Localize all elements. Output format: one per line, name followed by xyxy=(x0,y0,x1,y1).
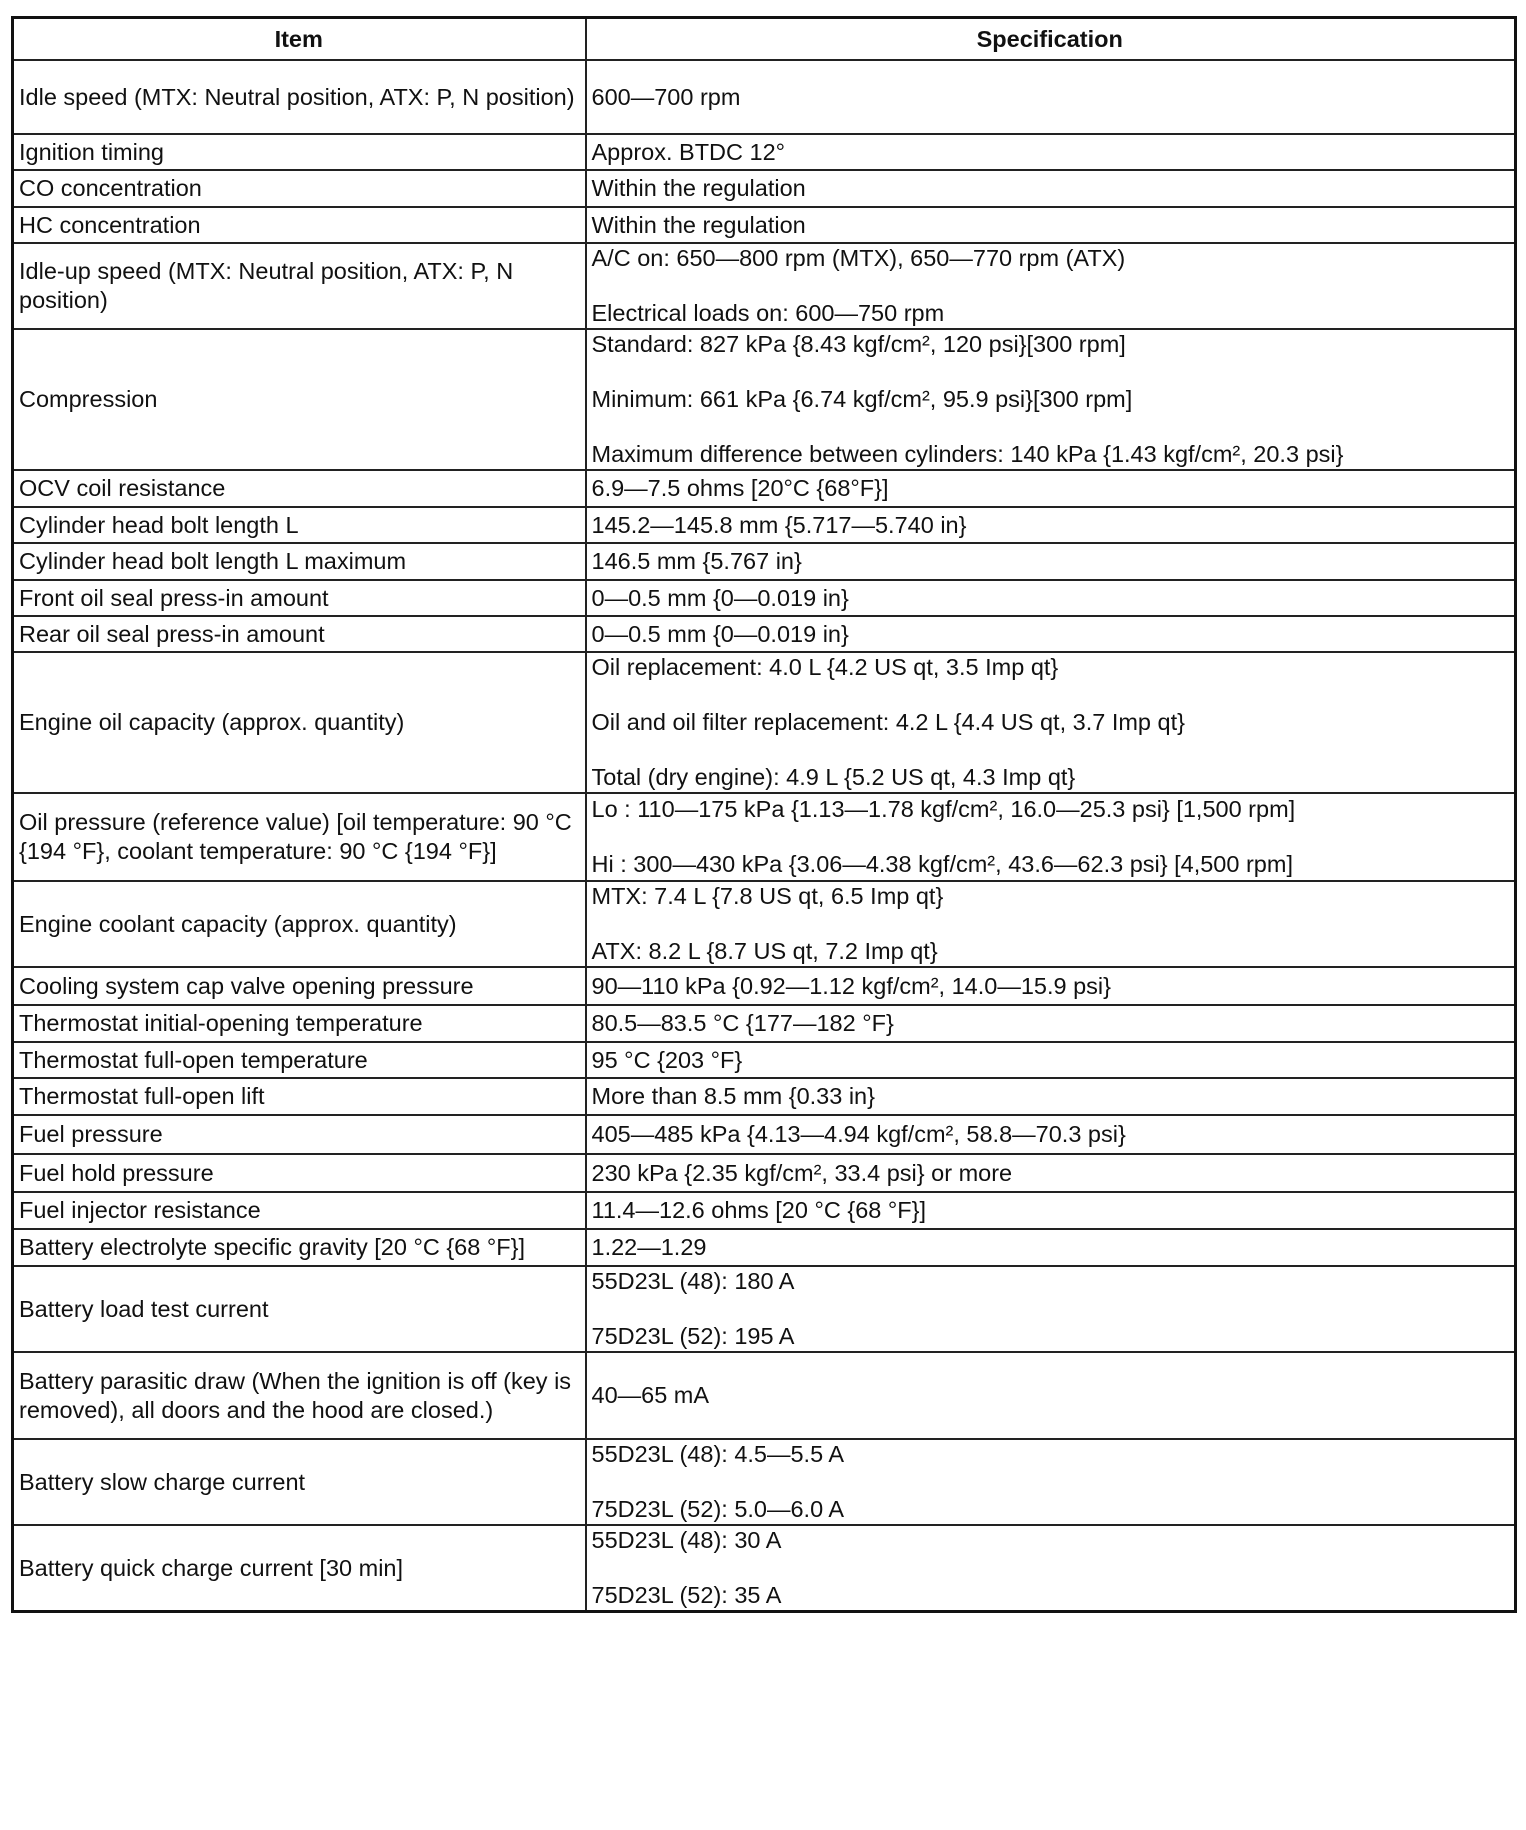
specification-line: Hi : 300—430 kPa {3.06—4.38 kgf/cm², 43.6—62.3 psi} [4,500 rpm] xyxy=(591,851,1293,877)
specification-line: Lo : 110—175 kPa {1.13—1.78 kgf/cm², 16.0—25.3 psi} [1,500 rpm] xyxy=(591,796,1296,822)
specification-line: Standard: 827 kPa {8.43 kgf/cm², 120 psi}[300 rpm] xyxy=(591,331,1126,357)
specification-line: 80.5—83.5 °C {177—182 °F} xyxy=(591,1010,894,1036)
specification-cell xyxy=(586,470,1516,507)
specification-line: 75D23L (52): 5.0—6.0 A xyxy=(591,1496,845,1522)
specification-line: 0—0.5 mm {0—0.019 in} xyxy=(591,584,849,611)
item-cell: Battery parasitic draw (When the ignition is off (key is removed), all doors and the hood are closed.) xyxy=(13,1352,586,1439)
specification-cell xyxy=(586,170,1516,207)
specification-cell xyxy=(586,616,1516,652)
specification-cell xyxy=(586,1266,1516,1352)
specification-cell xyxy=(586,793,1516,881)
item-cell: Fuel pressure xyxy=(13,1115,586,1154)
specification-line: A/C on: 650—800 rpm (MTX), 650—770 rpm (ATX) xyxy=(591,245,1126,271)
table-row xyxy=(13,1192,1516,1229)
specification-cell xyxy=(586,1192,1516,1229)
specification-line: 405—485 kPa {4.13—4.94 kgf/cm², 58.8—70.3 psi} xyxy=(591,1121,1126,1147)
table-row xyxy=(13,1005,1516,1042)
table-row xyxy=(13,470,1516,507)
item-cell: Rear oil seal press-in amount xyxy=(13,616,586,652)
specification-line: 145.2—145.8 mm {5.717—5.740 in} xyxy=(591,511,967,538)
specification-line: Within the regulation xyxy=(591,211,806,238)
specification-line: 146.5 mm {5.767 in} xyxy=(591,548,802,574)
specification-line: 55D23L (48): 180 A xyxy=(591,1268,795,1294)
item-cell: Idle-up speed (MTX: Neutral position, ATX: P, N position) xyxy=(13,243,586,329)
specification-cell xyxy=(586,1439,1516,1525)
specification-line: 55D23L (48): 4.5—5.5 A xyxy=(591,1441,845,1467)
table-row xyxy=(13,793,1516,881)
item-cell: Fuel injector resistance xyxy=(13,1192,586,1229)
table-row xyxy=(13,1266,1516,1352)
specification-line: Electrical loads on: 600—750 rpm xyxy=(591,300,945,326)
specification-line: ATX: 8.2 L {8.7 US qt, 7.2 Imp qt} xyxy=(591,938,938,964)
item-cell: Thermostat full-open lift xyxy=(13,1078,586,1115)
specification-line: Total (dry engine): 4.9 L {5.2 US qt, 4.3 Imp qt} xyxy=(591,764,1076,790)
specification-cell xyxy=(586,1078,1516,1115)
item-cell: Compression xyxy=(13,329,586,470)
specification-line: Approx. BTDC 12° xyxy=(591,138,786,165)
table-row xyxy=(13,507,1516,543)
table-row xyxy=(13,1042,1516,1078)
specification-cell xyxy=(586,1525,1516,1612)
specification-cell xyxy=(586,580,1516,616)
item-cell: Thermostat initial-opening temperature xyxy=(13,1005,586,1042)
item-cell: Engine coolant capacity (approx. quantity) xyxy=(13,881,586,967)
specification-cell xyxy=(586,967,1516,1005)
specification-line: 75D23L (52): 195 A xyxy=(591,1323,795,1349)
item-cell: Thermostat full-open temperature xyxy=(13,1042,586,1078)
specification-cell xyxy=(586,243,1516,329)
table-row xyxy=(13,967,1516,1005)
specification-line: 600—700 rpm xyxy=(591,83,741,110)
item-cell: Front oil seal press-in amount xyxy=(13,580,586,616)
specification-cell xyxy=(586,1115,1516,1154)
item-column-header: Item xyxy=(13,18,586,61)
item-cell: Idle speed (MTX: Neutral position, ATX: P, N position) xyxy=(13,60,586,134)
specification-cell xyxy=(586,207,1516,243)
table-row xyxy=(13,1154,1516,1192)
table-row xyxy=(13,652,1516,793)
specification-column-header: Specification xyxy=(586,18,1516,61)
table-row xyxy=(13,881,1516,967)
specification-cell xyxy=(586,1005,1516,1042)
specification-line: Within the regulation xyxy=(591,175,806,201)
specification-line: 90—110 kPa {0.92—1.12 kgf/cm², 14.0—15.9 psi} xyxy=(591,972,1111,999)
specification-cell xyxy=(586,329,1516,470)
table-row xyxy=(13,1115,1516,1154)
specification-line: 55D23L (48): 30 A xyxy=(591,1527,782,1553)
item-cell: Oil pressure (reference value) [oil temperature: 90 °C {194 °F}, coolant temperature: 90 °C {194 °F}] xyxy=(13,793,586,881)
table-row xyxy=(13,60,1516,134)
item-cell: Battery load test current xyxy=(13,1266,586,1352)
item-cell: Cylinder head bolt length L xyxy=(13,507,586,543)
specification-line: MTX: 7.4 L {7.8 US qt, 6.5 Imp qt} xyxy=(591,883,944,909)
specification-cell xyxy=(586,507,1516,543)
specification-line: 230 kPa {2.35 kgf/cm², 33.4 psi} or more xyxy=(591,1159,1013,1186)
table-row xyxy=(13,1439,1516,1525)
table-row xyxy=(13,543,1516,580)
table-body xyxy=(13,60,1516,1612)
table-row xyxy=(13,1078,1516,1115)
table-row xyxy=(13,580,1516,616)
specification-line: Oil and oil filter replacement: 4.2 L {4.4 US qt, 3.7 Imp qt} xyxy=(591,709,1185,735)
table-row xyxy=(13,243,1516,329)
table-row xyxy=(13,1525,1516,1612)
table-row xyxy=(13,616,1516,652)
specification-line: 75D23L (52): 35 A xyxy=(591,1582,782,1608)
specification-cell xyxy=(586,652,1516,793)
item-cell: CO concentration xyxy=(13,170,586,207)
item-cell: HC concentration xyxy=(13,207,586,243)
table-row xyxy=(13,1229,1516,1266)
item-cell: Ignition timing xyxy=(13,134,586,170)
specification-line: Minimum: 661 kPa {6.74 kgf/cm², 95.9 psi}[300 rpm] xyxy=(591,386,1133,412)
header-row xyxy=(13,18,1516,61)
specification-cell xyxy=(586,1042,1516,1078)
table-row xyxy=(13,170,1516,207)
specification-cell xyxy=(586,1352,1516,1439)
specification-cell xyxy=(586,1229,1516,1266)
specification-line: 1.22—1.29 xyxy=(591,1234,707,1260)
specification-table xyxy=(11,16,1517,1613)
specification-cell xyxy=(586,881,1516,967)
specification-line: Oil replacement: 4.0 L {4.2 US qt, 3.5 Imp qt} xyxy=(591,654,1059,680)
specification-cell xyxy=(586,60,1516,134)
specification-cell xyxy=(586,134,1516,170)
item-cell: Cooling system cap valve opening pressure xyxy=(13,967,586,1005)
specification-line: Maximum difference between cylinders: 140 kPa {1.43 kgf/cm², 20.3 psi} xyxy=(591,441,1344,467)
table-row xyxy=(13,207,1516,243)
specification-cell xyxy=(586,1154,1516,1192)
item-cell: Battery quick charge current [30 min] xyxy=(13,1525,586,1612)
table-row xyxy=(13,1352,1516,1439)
specification-line: 0—0.5 mm {0—0.019 in} xyxy=(591,620,849,647)
specification-line: 11.4—12.6 ohms [20 °C {68 °F}] xyxy=(591,1197,926,1223)
item-cell: Fuel hold pressure xyxy=(13,1154,586,1192)
item-cell: Cylinder head bolt length L maximum xyxy=(13,543,586,580)
item-cell: Battery electrolyte specific gravity [20 °C {68 °F}] xyxy=(13,1229,586,1266)
item-cell: OCV coil resistance xyxy=(13,470,586,507)
item-cell: Battery slow charge current xyxy=(13,1439,586,1525)
item-cell: Engine oil capacity (approx. quantity) xyxy=(13,652,586,793)
specification-line: 95 °C {203 °F} xyxy=(591,1046,743,1073)
specification-cell xyxy=(586,543,1516,580)
table-row xyxy=(13,134,1516,170)
specification-line: More than 8.5 mm {0.33 in} xyxy=(591,1083,875,1109)
table-row xyxy=(13,329,1516,470)
specification-line: 6.9—7.5 ohms [20°C {68°F}] xyxy=(591,475,889,501)
specification-line: 40—65 mA xyxy=(591,1382,710,1408)
